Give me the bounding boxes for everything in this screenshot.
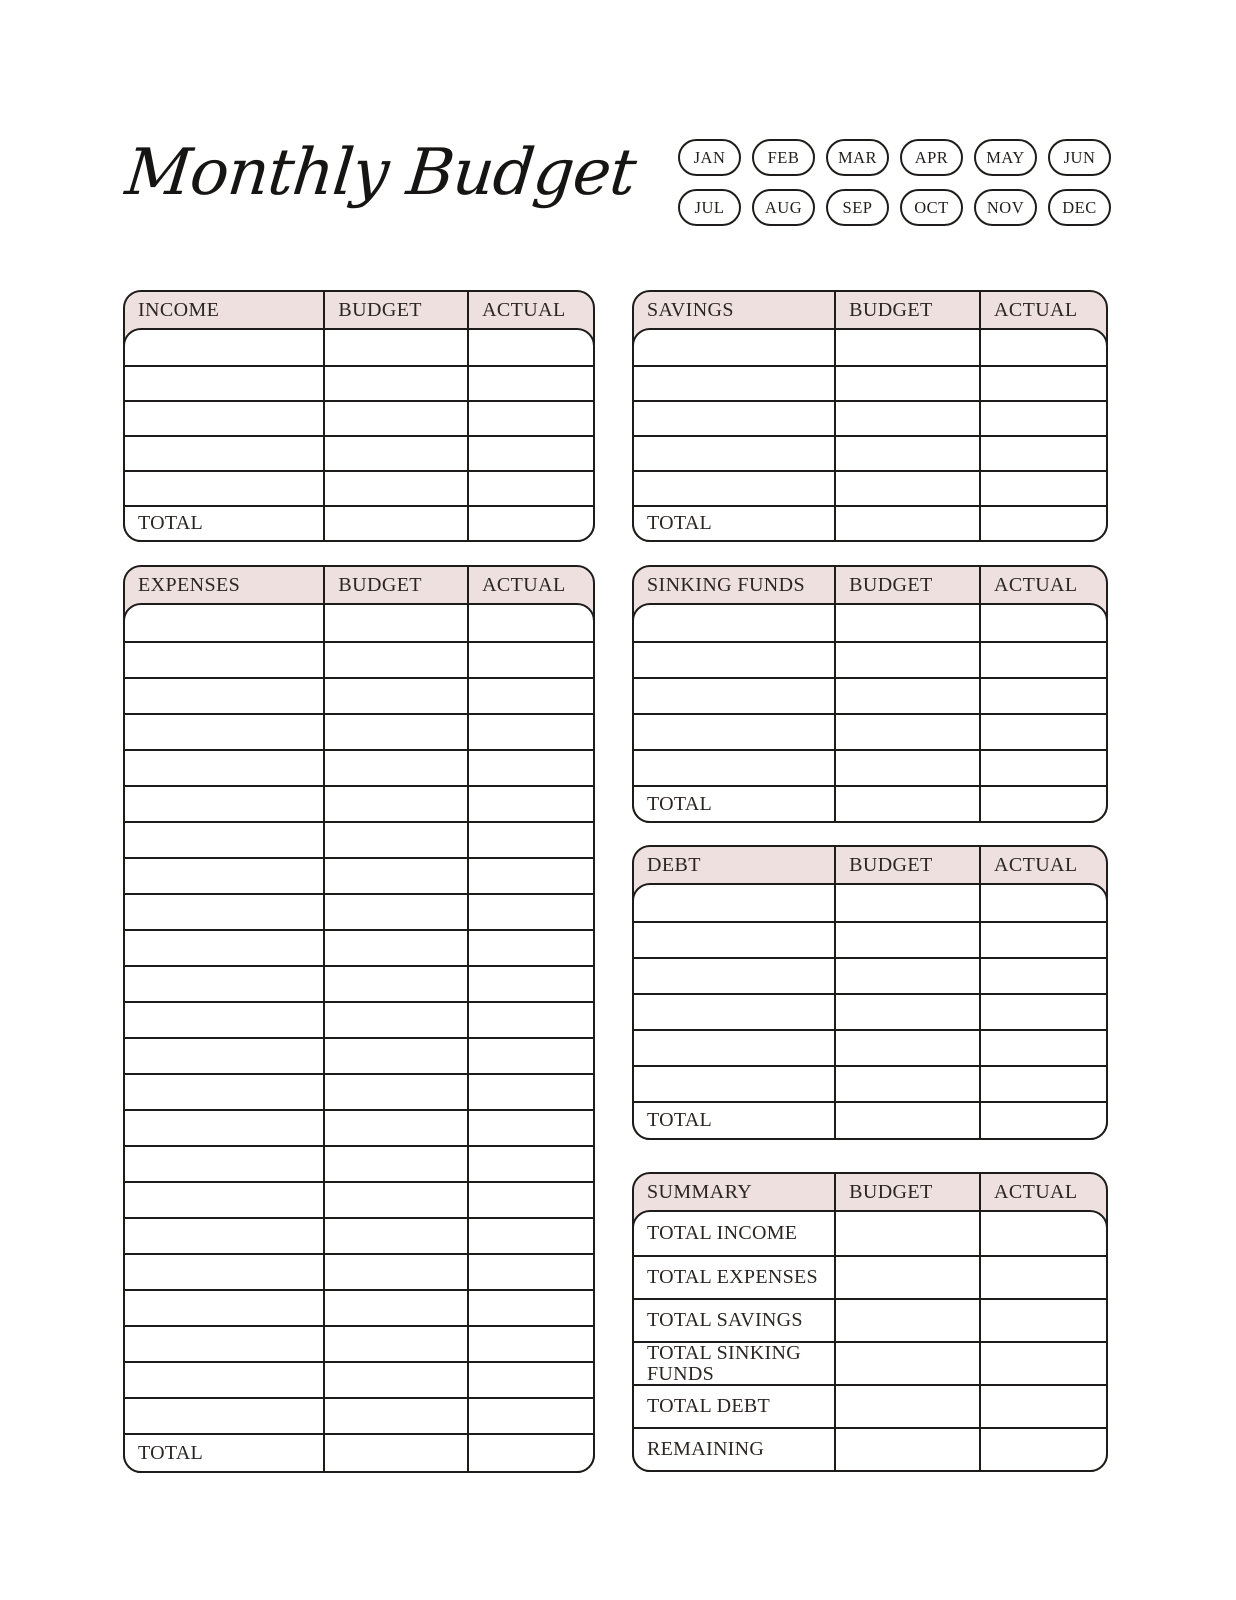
table-row [125, 641, 593, 677]
budget-cell[interactable] [834, 1386, 979, 1427]
empty-cell[interactable] [834, 923, 979, 957]
table-row [125, 785, 593, 821]
empty-cell[interactable] [323, 402, 467, 435]
expenses-table-header [125, 567, 593, 603]
month-pill-apr[interactable]: APR [900, 139, 963, 176]
empty-cell[interactable] [125, 1327, 323, 1361]
table-row [634, 713, 1106, 749]
empty-cell[interactable] [323, 1039, 467, 1073]
month-pill-jan[interactable]: JAN [678, 139, 741, 176]
actual-cell[interactable] [979, 1257, 1106, 1298]
month-pill-sep[interactable]: SEP [826, 189, 889, 226]
total-label: TOTAL [138, 512, 204, 535]
empty-cell[interactable] [323, 330, 467, 365]
total-budget-cell[interactable] [323, 507, 467, 540]
income-table [123, 290, 595, 542]
month-pill-jun[interactable]: JUN [1048, 139, 1111, 176]
empty-cell[interactable] [323, 1399, 467, 1433]
empty-cell[interactable] [323, 1219, 467, 1253]
empty-cell[interactable] [634, 751, 834, 785]
table-row [125, 1145, 593, 1181]
empty-cell[interactable] [323, 679, 467, 713]
table-row [634, 921, 1106, 957]
empty-cell[interactable] [467, 1363, 593, 1397]
empty-cell[interactable] [834, 995, 979, 1029]
empty-cell[interactable] [467, 715, 593, 749]
empty-cell[interactable] [125, 643, 323, 677]
summary-row-total-expenses [634, 1255, 1106, 1298]
savings-table [632, 290, 1108, 542]
empty-cell[interactable] [467, 1291, 593, 1325]
table-row [125, 857, 593, 893]
empty-cell[interactable] [979, 751, 1106, 785]
actual-column-header: ACTUAL [979, 292, 1106, 328]
empty-cell[interactable] [323, 967, 467, 1001]
empty-cell[interactable] [834, 751, 979, 785]
empty-cell[interactable] [834, 1031, 979, 1065]
empty-cell[interactable] [125, 967, 323, 1001]
empty-cell[interactable] [467, 787, 593, 821]
sinking-funds-table-header [634, 567, 1106, 603]
empty-cell[interactable] [125, 1003, 323, 1037]
empty-cell[interactable] [834, 1067, 979, 1101]
empty-cell[interactable] [634, 605, 834, 641]
total-budget-cell[interactable] [834, 507, 979, 540]
total-actual-cell[interactable] [467, 507, 593, 540]
budget-cell[interactable] [834, 1300, 979, 1341]
summary-row-remaining [634, 1427, 1106, 1470]
table-row [125, 1181, 593, 1217]
table-row [634, 885, 1106, 921]
empty-cell[interactable] [125, 1111, 323, 1145]
empty-cell[interactable] [125, 437, 323, 470]
table-row [634, 435, 1106, 470]
empty-cell[interactable] [323, 859, 467, 893]
empty-cell[interactable] [467, 967, 593, 1001]
income-table-header [125, 292, 593, 328]
empty-cell[interactable] [125, 1399, 323, 1433]
table-row [634, 993, 1106, 1029]
empty-cell[interactable] [834, 885, 979, 921]
budget-column-header: BUDGET [834, 847, 979, 883]
empty-cell[interactable] [125, 1183, 323, 1217]
empty-cell[interactable] [323, 751, 467, 785]
empty-cell[interactable] [125, 1255, 323, 1289]
empty-cell[interactable] [323, 1363, 467, 1397]
empty-cell[interactable] [125, 931, 323, 965]
table-row [125, 400, 593, 435]
table-row [125, 1073, 593, 1109]
empty-cell[interactable] [467, 1075, 593, 1109]
summary-row-total-sinking-funds [634, 1341, 1106, 1384]
empty-cell[interactable] [125, 895, 323, 929]
month-pill-mar[interactable]: MAR [826, 139, 889, 176]
table-row [634, 605, 1106, 641]
table-row [125, 1361, 593, 1397]
budget-cell[interactable] [834, 1343, 979, 1384]
total-budget-cell[interactable] [323, 1435, 467, 1471]
actual-cell[interactable] [979, 1343, 1106, 1384]
empty-cell[interactable] [125, 679, 323, 713]
empty-cell[interactable] [634, 885, 834, 921]
empty-cell[interactable] [467, 330, 593, 365]
savings-table-body [632, 328, 1108, 542]
empty-cell[interactable] [979, 715, 1106, 749]
actual-column-header: ACTUAL [979, 1174, 1106, 1210]
empty-cell[interactable] [323, 643, 467, 677]
empty-cell[interactable] [979, 643, 1106, 677]
table-row [634, 1029, 1106, 1065]
empty-cell[interactable] [467, 1399, 593, 1433]
empty-cell[interactable] [323, 823, 467, 857]
empty-cell[interactable] [323, 605, 467, 641]
summary-row-label: TOTAL EXPENSES [647, 1266, 818, 1289]
empty-cell[interactable] [125, 751, 323, 785]
total-actual-cell[interactable] [467, 1435, 593, 1471]
table-row [634, 330, 1106, 365]
empty-cell[interactable] [979, 605, 1106, 641]
empty-cell[interactable] [125, 402, 323, 435]
empty-cell[interactable] [634, 472, 834, 505]
empty-cell[interactable] [634, 402, 834, 435]
table-row [125, 965, 593, 1001]
empty-cell[interactable] [634, 1031, 834, 1065]
summary-row-label: TOTAL INCOME [647, 1222, 798, 1245]
total-label: TOTAL [138, 1441, 204, 1464]
empty-cell[interactable] [834, 330, 979, 365]
empty-cell[interactable] [467, 931, 593, 965]
empty-cell[interactable] [323, 1147, 467, 1181]
savings-header-label: SAVINGS [647, 298, 734, 321]
empty-cell[interactable] [125, 1219, 323, 1253]
summary-row-label: TOTAL SAVINGS [647, 1309, 803, 1332]
empty-cell[interactable] [834, 472, 979, 505]
table-row [125, 605, 593, 641]
empty-cell[interactable] [467, 402, 593, 435]
table-row [125, 1109, 593, 1145]
table-row [634, 677, 1106, 713]
empty-cell[interactable] [634, 679, 834, 713]
table-row [125, 435, 593, 470]
summary-table-body [632, 1210, 1108, 1472]
empty-cell[interactable] [125, 330, 323, 365]
empty-cell[interactable] [467, 605, 593, 641]
empty-cell[interactable] [834, 437, 979, 470]
budget-column-header: BUDGET [323, 567, 467, 603]
empty-cell[interactable] [979, 959, 1106, 993]
empty-cell[interactable] [125, 787, 323, 821]
expenses-table-body [123, 603, 595, 1473]
actual-column-header: ACTUAL [979, 847, 1106, 883]
empty-cell[interactable] [323, 472, 467, 505]
empty-cell[interactable] [323, 1327, 467, 1361]
table-row [125, 821, 593, 857]
empty-cell[interactable] [323, 1255, 467, 1289]
expenses-header-label: EXPENSES [138, 573, 241, 596]
expenses-total-row [125, 1433, 593, 1471]
empty-cell[interactable] [634, 367, 834, 400]
empty-cell[interactable] [834, 402, 979, 435]
table-row [634, 957, 1106, 993]
month-pill-dec[interactable]: DEC [1048, 189, 1111, 226]
summary-row-label: TOTAL DEBT [647, 1395, 771, 1418]
month-pill-feb[interactable]: FEB [752, 139, 815, 176]
empty-cell[interactable] [634, 330, 834, 365]
expenses-table [123, 565, 595, 1473]
empty-cell[interactable] [323, 1183, 467, 1217]
total-actual-cell[interactable] [979, 507, 1106, 540]
empty-cell[interactable] [979, 402, 1106, 435]
actual-column-header: ACTUAL [467, 567, 593, 603]
empty-cell[interactable] [125, 472, 323, 505]
sinking-funds-total-row [634, 785, 1106, 821]
empty-cell[interactable] [125, 1075, 323, 1109]
budget-cell[interactable] [834, 1257, 979, 1298]
empty-cell[interactable] [125, 859, 323, 893]
empty-cell[interactable] [323, 1003, 467, 1037]
empty-cell[interactable] [467, 367, 593, 400]
empty-cell[interactable] [467, 1183, 593, 1217]
budget-cell[interactable] [834, 1212, 979, 1255]
empty-cell[interactable] [125, 1291, 323, 1325]
table-row [125, 677, 593, 713]
empty-cell[interactable] [467, 751, 593, 785]
empty-cell[interactable] [323, 931, 467, 965]
empty-cell[interactable] [323, 1291, 467, 1325]
debt-header-label: DEBT [647, 853, 701, 876]
table-row [634, 641, 1106, 677]
debt-table-header [634, 847, 1106, 883]
summary-row-total-savings [634, 1298, 1106, 1341]
savings-table-header [634, 292, 1106, 328]
empty-cell[interactable] [634, 715, 834, 749]
empty-cell[interactable] [634, 995, 834, 1029]
month-pill-jul[interactable]: JUL [678, 189, 741, 226]
empty-cell[interactable] [634, 437, 834, 470]
empty-cell[interactable] [979, 923, 1106, 957]
budget-column-header: BUDGET [323, 292, 467, 328]
empty-cell[interactable] [467, 823, 593, 857]
empty-cell[interactable] [125, 605, 323, 641]
summary-row-total-debt [634, 1384, 1106, 1427]
budget-column-header: BUDGET [834, 567, 979, 603]
empty-cell[interactable] [467, 895, 593, 929]
budget-cell[interactable] [834, 1429, 979, 1470]
summary-row-label: TOTAL SINKING FUNDS [647, 1341, 801, 1385]
total-actual-cell[interactable] [979, 1103, 1106, 1138]
sinking-funds-header-label: SINKING FUNDS [647, 573, 805, 596]
empty-cell[interactable] [467, 679, 593, 713]
table-row [125, 1037, 593, 1073]
empty-cell[interactable] [467, 1003, 593, 1037]
actual-cell[interactable] [979, 1429, 1106, 1470]
empty-cell[interactable] [634, 959, 834, 993]
empty-cell[interactable] [125, 823, 323, 857]
income-header-label: INCOME [138, 298, 220, 321]
empty-cell[interactable] [467, 1147, 593, 1181]
table-row [125, 1001, 593, 1037]
empty-cell[interactable] [323, 895, 467, 929]
empty-cell[interactable] [125, 1039, 323, 1073]
empty-cell[interactable] [467, 1327, 593, 1361]
summary-table [632, 1172, 1108, 1472]
empty-cell[interactable] [634, 923, 834, 957]
savings-total-row [634, 505, 1106, 540]
total-budget-cell[interactable] [834, 1103, 979, 1138]
month-pill-oct[interactable]: OCT [900, 189, 963, 226]
table-row [125, 929, 593, 965]
table-row [125, 365, 593, 400]
sinking-funds-table [632, 565, 1108, 823]
empty-cell[interactable] [125, 1363, 323, 1397]
table-row [634, 365, 1106, 400]
debt-table [632, 845, 1108, 1140]
empty-cell[interactable] [979, 1067, 1106, 1101]
empty-cell[interactable] [323, 1075, 467, 1109]
empty-cell[interactable] [979, 330, 1106, 365]
empty-cell[interactable] [979, 679, 1106, 713]
empty-cell[interactable] [323, 437, 467, 470]
total-actual-cell[interactable] [979, 787, 1106, 821]
table-row [125, 1253, 593, 1289]
empty-cell[interactable] [467, 859, 593, 893]
empty-cell[interactable] [634, 643, 834, 677]
empty-cell[interactable] [834, 605, 979, 641]
budget-column-header: BUDGET [834, 292, 979, 328]
summary-header-label: SUMMARY [647, 1180, 753, 1203]
summary-row-label: REMAINING [647, 1438, 765, 1461]
empty-cell[interactable] [979, 995, 1106, 1029]
debt-total-row [634, 1101, 1106, 1138]
total-label: TOTAL [647, 512, 713, 535]
table-row [125, 1397, 593, 1433]
empty-cell[interactable] [834, 959, 979, 993]
empty-cell[interactable] [125, 1147, 323, 1181]
table-row [125, 893, 593, 929]
table-row [634, 470, 1106, 505]
total-label: TOTAL [647, 1109, 713, 1132]
empty-cell[interactable] [834, 679, 979, 713]
empty-cell[interactable] [323, 1111, 467, 1145]
table-row [125, 330, 593, 365]
empty-cell[interactable] [125, 715, 323, 749]
month-selector [678, 139, 1111, 226]
month-pill-may[interactable]: MAY [974, 139, 1037, 176]
actual-column-header: ACTUAL [979, 567, 1106, 603]
table-row [634, 1065, 1106, 1101]
empty-cell[interactable] [979, 1031, 1106, 1065]
summary-row-total-income [634, 1212, 1106, 1255]
empty-cell[interactable] [979, 437, 1106, 470]
empty-cell[interactable] [467, 437, 593, 470]
actual-cell[interactable] [979, 1386, 1106, 1427]
empty-cell[interactable] [467, 1255, 593, 1289]
table-row [634, 749, 1106, 785]
empty-cell[interactable] [979, 885, 1106, 921]
actual-column-header: ACTUAL [467, 292, 593, 328]
page-title: Monthly Budget [122, 136, 639, 210]
empty-cell[interactable] [979, 367, 1106, 400]
empty-cell[interactable] [323, 367, 467, 400]
month-pill-aug[interactable]: AUG [752, 189, 815, 226]
table-row [125, 749, 593, 785]
empty-cell[interactable] [834, 715, 979, 749]
table-row [125, 1217, 593, 1253]
empty-cell[interactable] [467, 1039, 593, 1073]
sinking-funds-table-body [632, 603, 1108, 823]
empty-cell[interactable] [323, 715, 467, 749]
total-label: TOTAL [647, 792, 713, 815]
month-pill-nov[interactable]: NOV [974, 189, 1037, 226]
empty-cell[interactable] [467, 472, 593, 505]
empty-cell[interactable] [467, 1219, 593, 1253]
actual-cell[interactable] [979, 1300, 1106, 1341]
empty-cell[interactable] [125, 367, 323, 400]
empty-cell[interactable] [834, 643, 979, 677]
empty-cell[interactable] [467, 1111, 593, 1145]
income-total-row [125, 505, 593, 540]
budget-column-header: BUDGET [834, 1174, 979, 1210]
debt-table-body [632, 883, 1108, 1140]
empty-cell[interactable] [323, 787, 467, 821]
empty-cell[interactable] [634, 1067, 834, 1101]
summary-table-header [634, 1174, 1106, 1210]
table-row [125, 1289, 593, 1325]
table-row [125, 1325, 593, 1361]
actual-cell[interactable] [979, 1212, 1106, 1255]
empty-cell[interactable] [979, 472, 1106, 505]
total-budget-cell[interactable] [834, 787, 979, 821]
income-table-body [123, 328, 595, 542]
empty-cell[interactable] [834, 367, 979, 400]
table-row [125, 713, 593, 749]
table-row [634, 400, 1106, 435]
empty-cell[interactable] [467, 643, 593, 677]
table-row [125, 470, 593, 505]
